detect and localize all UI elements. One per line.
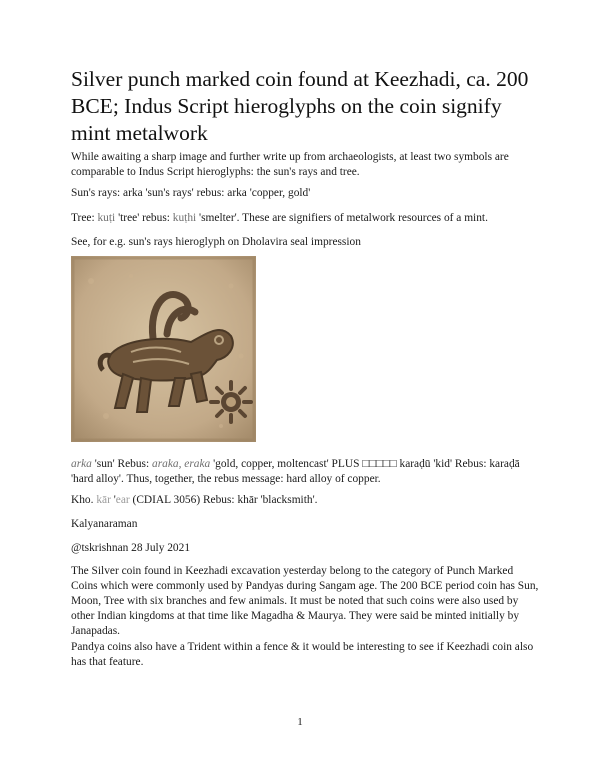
term-kuthi: kuṭhi <box>172 212 197 224</box>
page-title: Silver punch marked coin found at Keezhadi, ca. 200 BCE; Indus Script hieroglyphs on the coin signify mint metalwork <box>71 67 529 145</box>
intro-paragraph: While awaiting a sharp image and further write up from archaeologists, at least two symbols are comparable to Indus Script hieroglyphs: the sun's rays and tree. <box>71 151 509 178</box>
kho-rest: (CDIAL 3056) Rebus: khār 'blacksmith'. <box>129 494 318 506</box>
caption-paragraph <box>71 457 541 487</box>
tree-line-rebus: 'tree' rebus: <box>115 212 173 224</box>
sun-rays-symbol <box>211 382 251 422</box>
term-ear: ear <box>115 494 130 506</box>
page-number: 1 <box>297 716 303 728</box>
caption-rest: 'gold, copper, moltencast' PLUS □□□□□ karaḍū 'kid' Rebus: karaḍā 'hard alloy'. Thus, together, the rebus message: hard alloy of copper. <box>71 458 520 485</box>
tree-line-rest: 'smelter'. These are signifiers of metalwork resources of a mint. <box>196 212 488 224</box>
term-arka: arka <box>71 458 92 470</box>
tree-line-label: Tree: <box>71 212 98 224</box>
term-kuti: kuṭi <box>97 212 116 224</box>
caption-rebus: 'sun' Rebus: <box>91 458 153 470</box>
tweet-handle: @tskrishnan 28 July 2021 <box>71 542 191 554</box>
author-name: Kalyanaraman <box>71 518 138 530</box>
tree-line <box>71 211 541 226</box>
body-paragraph-1: The Silver coin found in Keezhadi excavation yesterday belong to the category of Punch Marked Coins which were commonly used by Pandyas during Sangam age. The 200 BCE period coin has Sun, Moon, Tree with six branches and few animals. It must be noted that such coins were also used by other Indian kingdoms at that time like Magadha & Maurya. They were said be minted initially by Janapadas. <box>71 565 539 637</box>
kho-quote: ' <box>110 494 116 506</box>
term-kar: kār <box>96 494 111 506</box>
dholavira-seal-image <box>71 256 256 442</box>
see-line: See, for e.g. sun's rays hieroglyph on Dholavira seal impression <box>71 236 361 248</box>
kho-label: Kho. <box>71 494 97 506</box>
sun-rays-line: Sun's rays: arka 'sun's rays' rebus: arka 'copper, gold' <box>71 187 311 199</box>
body-paragraph-2: Pandya coins also have a Trident within a fence & it would be interesting to see if Keezhadi coin also has that feature. <box>71 641 534 668</box>
kho-line <box>71 493 541 508</box>
term-araka: araka, eraka <box>152 458 211 470</box>
